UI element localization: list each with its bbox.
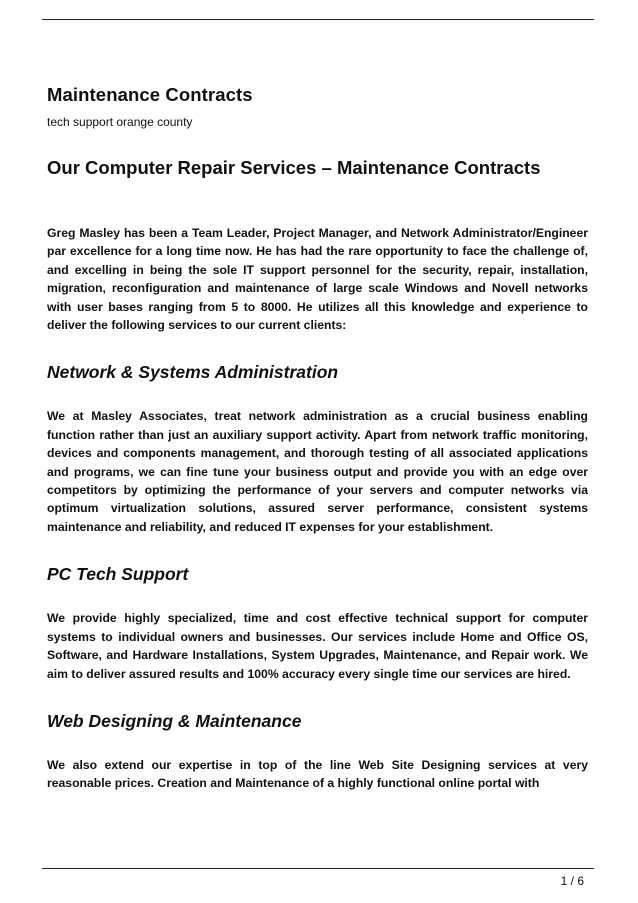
section-heading-pc-support: PC Tech Support [47, 564, 189, 585]
section-paragraph-network: We at Masley Associates, treat network administration as a crucial business enabling function rather than just an auxiliary support activity. Apart from network traffic monitoring, devices and components management, and thorough testing of all associated applications and programs, we can fine tune your business output and provide you with an edge over competitors by optimizing the performance of your servers and computer networks via optimum virtualization solutions, assured server performance, consistent systems maintenance and reliability, and reduced IT expenses for your establishment. [47, 409, 588, 534]
document-body [47, 84, 588, 793]
intro-paragraph: Greg Masley has been a Team Leader, Project Manager, and Network Administrator/Engineer par excellence for a long time now. He has had the rare opportunity to face the challenge of, and excelling in being the sole IT support personnel for the security, repair, installation, migration, reconfiguration and maintenance of large scale Windows and Novell networks with user bases ranging from 5 to 8000. He utilizes all this knowledge and experience to deliver the following services to our current clients: [47, 226, 588, 333]
footer-rule [42, 868, 594, 869]
main-heading: Our Computer Repair Services – Maintenance Contracts [47, 157, 541, 178]
section-paragraph-pc-support: We provide highly specialized, time and cost effective technical support for computer systems to individual owners and businesses. Our services include Home and Office OS, Software, and Hardware Installations, System Upgrades, Maintenance, and Repair work. We aim to deliver assured results and 100% accuracy every single time our services are hired. [47, 611, 588, 681]
document-subtitle: tech support orange county [47, 115, 193, 129]
section-paragraph-web-design: We also extend our expertise in top of the line Web Site Designing services at very reasonable prices. Creation and Maintenance of a highly functional online portal with [47, 757, 588, 791]
section-heading-web-design: Web Designing & Maintenance [47, 710, 302, 731]
page-number: 1 / 6 [560, 874, 584, 888]
document-title: Maintenance Contracts [47, 84, 253, 105]
section-heading-network: Network & Systems Administration [47, 362, 339, 383]
header-rule [42, 19, 594, 20]
